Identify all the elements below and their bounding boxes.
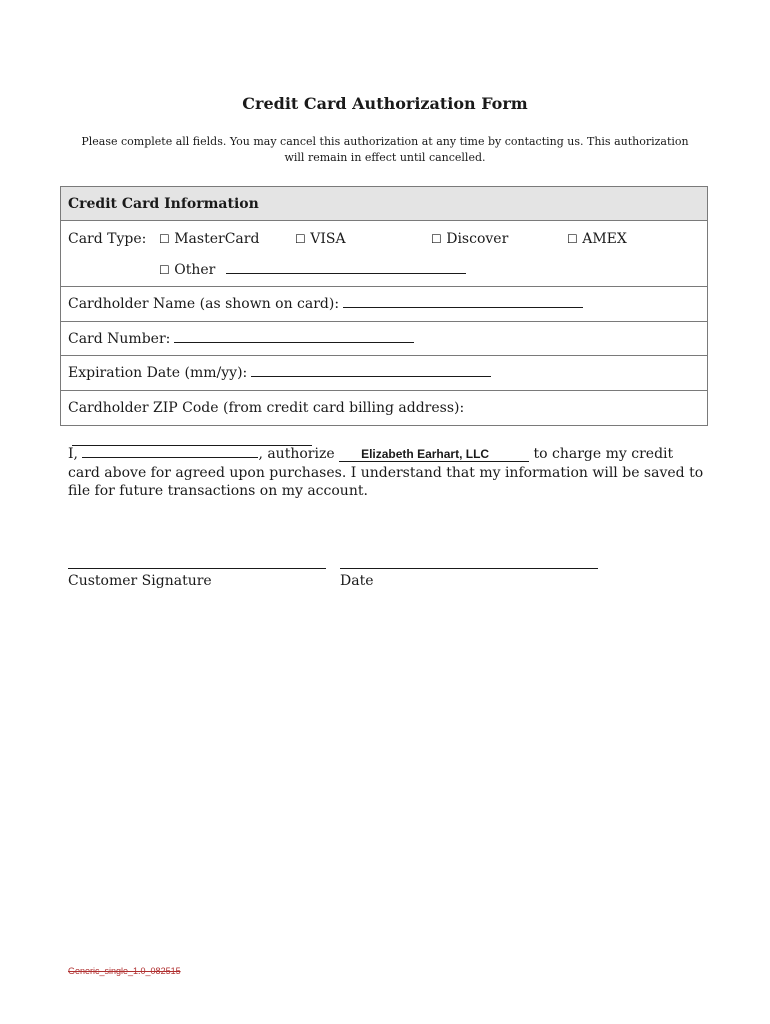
customer-signature-label: Customer Signature [68,573,212,589]
option-label: VISA [310,231,346,247]
option-label: Discover [446,231,509,247]
expiration-row [61,356,707,391]
auth-prefix: I, [68,446,78,462]
option-discover[interactable] [431,231,508,247]
auth-authorize-word: , authorize [258,446,335,462]
checkbox-icon[interactable]: ☐ [431,232,442,246]
card-number-label: Card Number: [68,330,171,347]
checkbox-icon[interactable]: ☐ [159,232,170,246]
auth-suffix: to charge my credit card above for agreed upon purchases. I understand that my information will be saved to file for future transactions on my account. [68,446,704,499]
card-type-row [61,221,707,287]
card-info-header: Credit Card Information [61,187,707,221]
customer-signature-line[interactable] [68,568,326,569]
option-mastercard[interactable] [159,231,259,247]
option-label: MasterCard [174,231,260,247]
authorization-paragraph [68,443,708,501]
cardholder-name-label: Cardholder Name (as shown on card): [68,296,340,312]
checkbox-icon[interactable]: ☐ [295,232,306,246]
cardholder-name-field[interactable] [343,293,583,308]
card-number-row [61,322,707,357]
zip-label: Cardholder ZIP Code (from credit card billing address): [68,399,465,416]
expiration-field[interactable] [251,362,491,377]
footer-code: Generic_single_1.0_082515 [68,966,181,976]
checkbox-icon[interactable]: ☐ [159,263,170,277]
expiration-label: Expiration Date (mm/yy): [68,365,248,382]
option-visa[interactable] [295,231,346,247]
date-label: Date [340,573,374,589]
customer-name-field[interactable] [82,443,258,458]
intro-text: Please complete all fields. You may cancel this authorization at any time by contacting us. This authorization will remain in effect until cancelled. [81,135,689,164]
option-label: Other [174,262,216,278]
card-info-table [60,186,708,426]
card-number-field[interactable] [174,328,414,343]
zip-row [61,391,707,426]
option-other[interactable] [159,259,466,278]
card-type-label: Card Type: [68,231,147,247]
page-title: Credit Card Authorization Form [242,94,528,113]
option-amex[interactable] [567,231,627,247]
other-card-field[interactable] [226,259,466,274]
checkbox-icon[interactable]: ☐ [567,232,578,246]
merchant-name-field: Elizabeth Earhart, LLC [339,447,529,462]
option-label: AMEX [582,231,627,247]
date-line[interactable] [340,568,598,569]
cardholder-name-row [61,287,707,322]
